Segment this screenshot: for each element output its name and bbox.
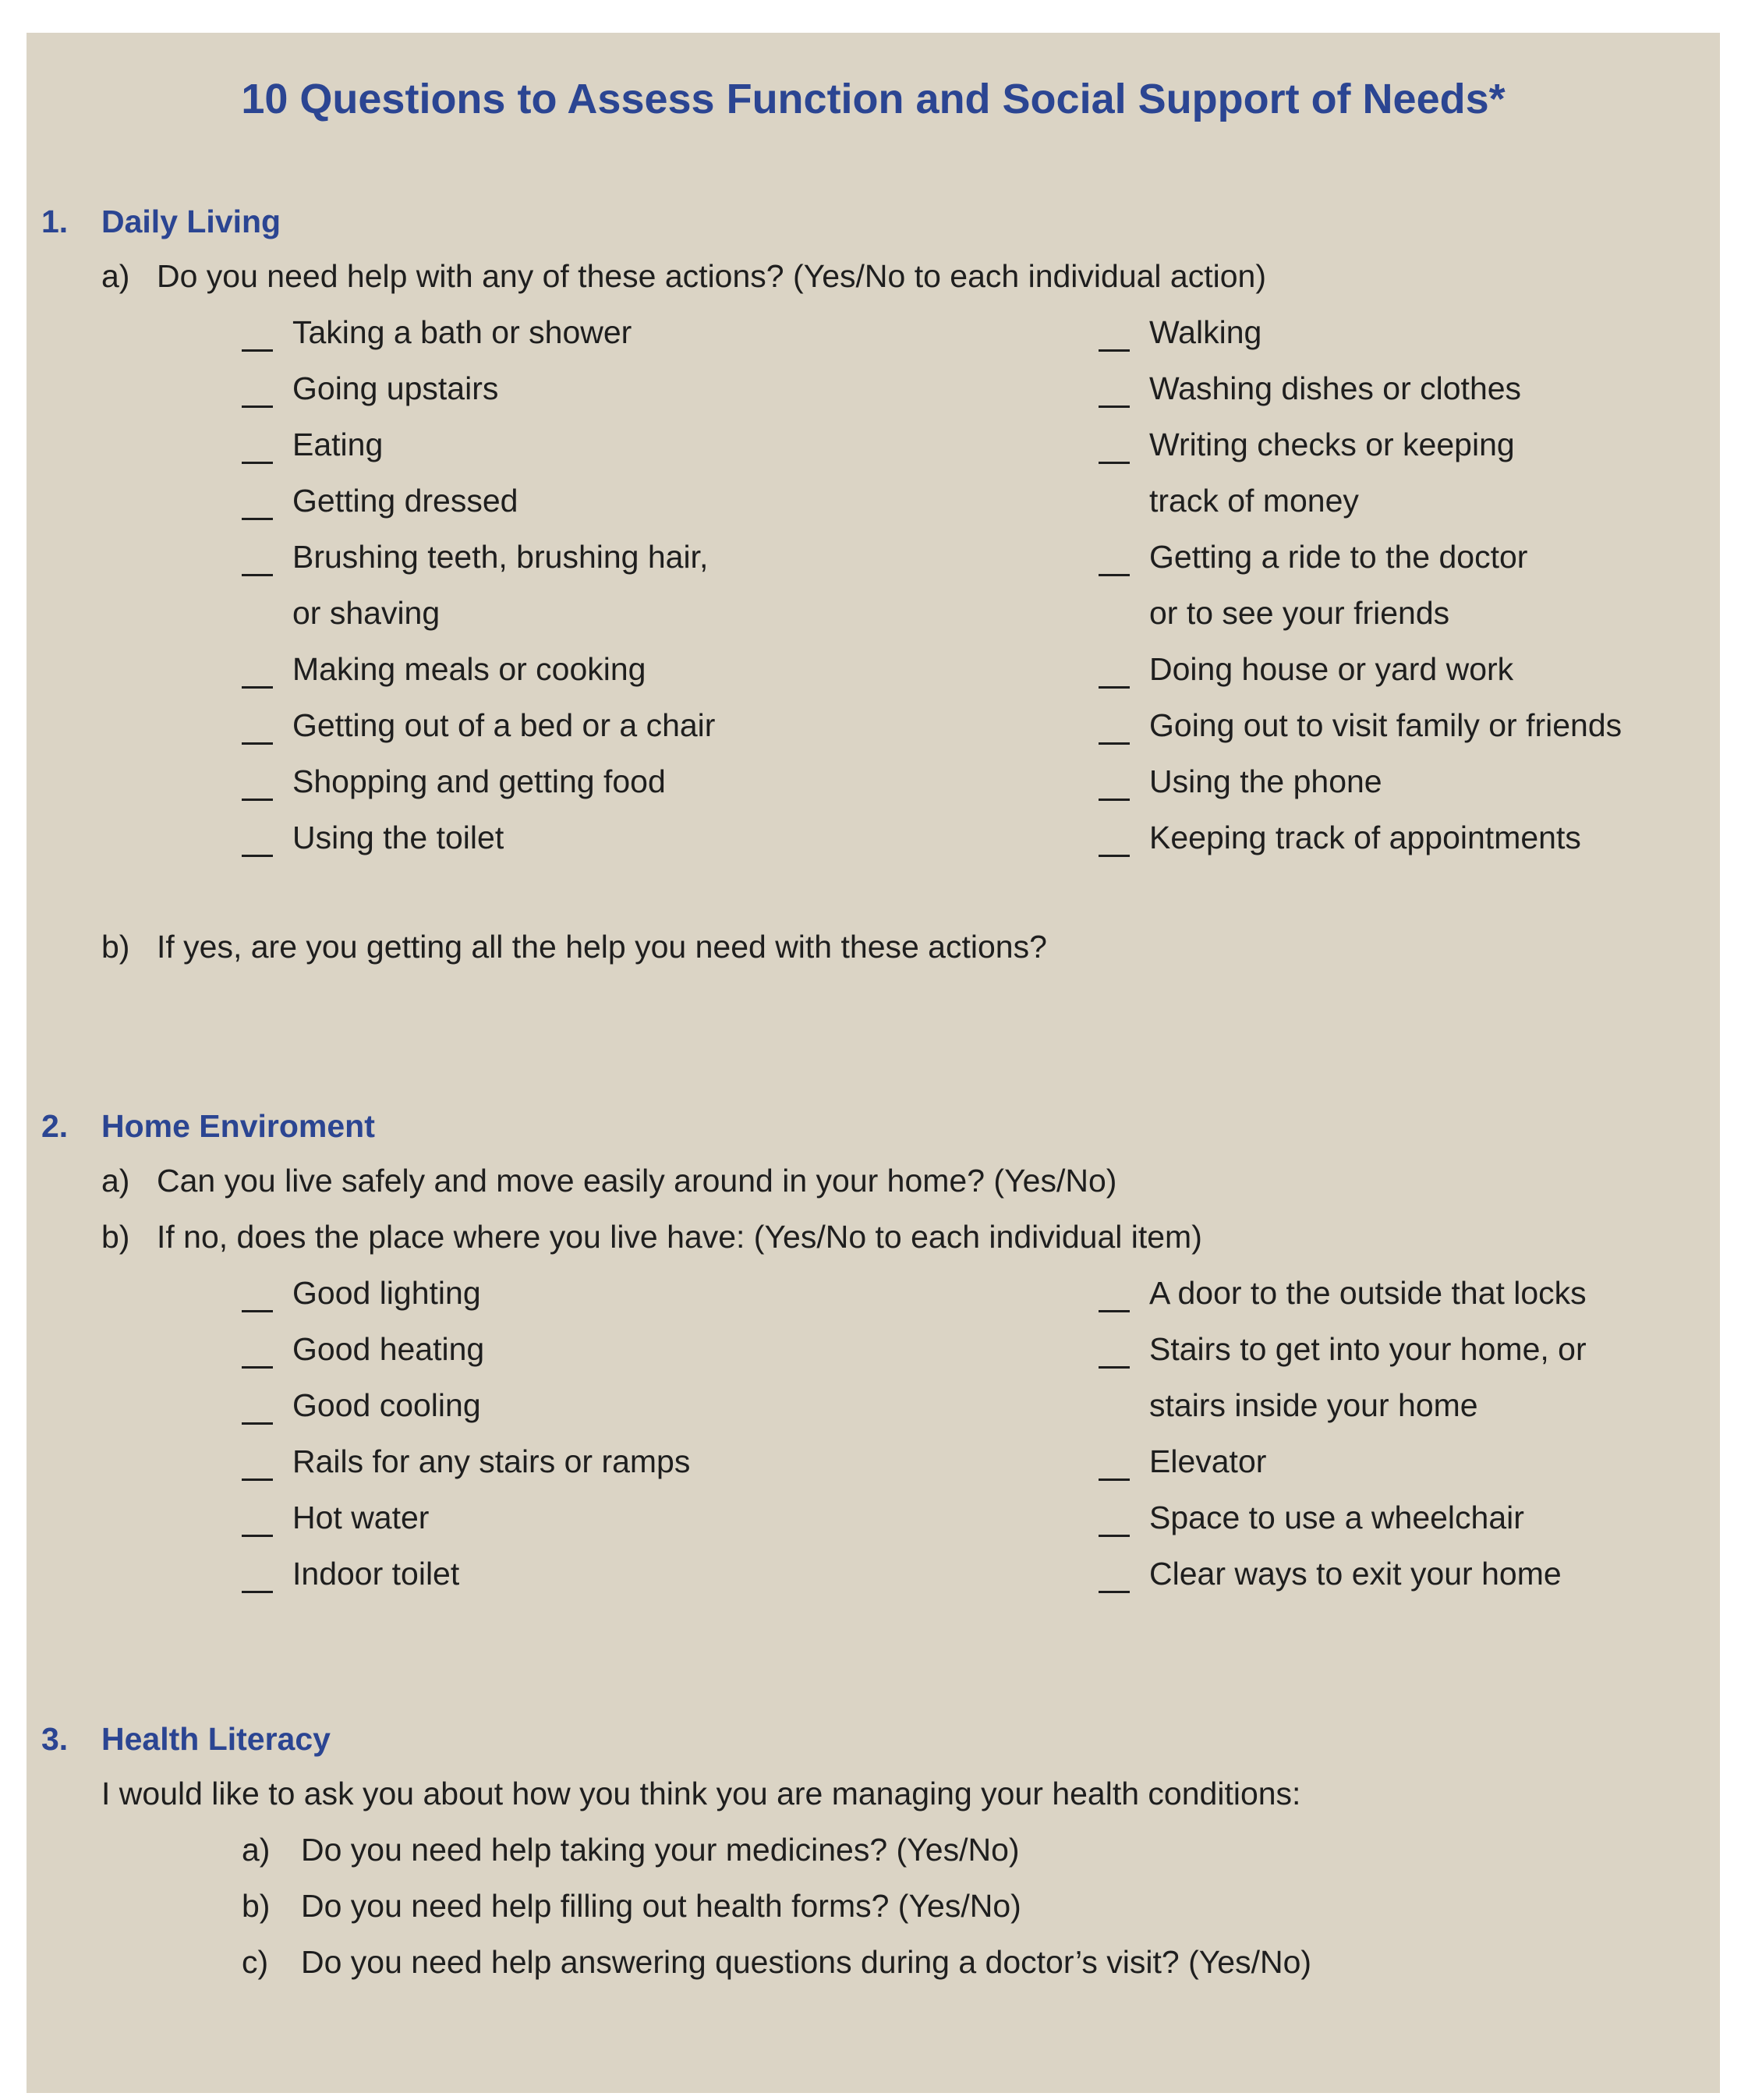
checkbox-blank[interactable]	[242, 1478, 273, 1481]
checkbox-blank[interactable]	[242, 1310, 273, 1312]
checkbox-blank[interactable]	[1099, 1366, 1130, 1369]
checkbox-blank[interactable]	[242, 1535, 273, 1537]
checklist-item: Good lighting	[292, 1275, 481, 1311]
checkbox-blank[interactable]	[1099, 855, 1130, 857]
question-text: Do you need help with any of these actions? (Yes/No to each individual action)	[157, 258, 1266, 294]
checklist-item: Space to use a wheelchair	[1149, 1500, 1524, 1535]
checkbox-blank[interactable]	[242, 855, 273, 857]
checkbox-blank[interactable]	[242, 686, 273, 689]
checklist-item: Elevator	[1149, 1443, 1267, 1479]
checklist-item: Eating	[292, 427, 384, 462]
checkbox-blank[interactable]	[1099, 799, 1130, 801]
checklist-item: Going upstairs	[292, 370, 499, 406]
question-text: If no, does the place where you live have: (Yes/No to each individual item)	[157, 1219, 1202, 1255]
checklist-item: Stairs to get into your home, or	[1149, 1331, 1587, 1367]
checkbox-blank[interactable]	[242, 462, 273, 464]
question-marker: a)	[101, 258, 130, 294]
question-marker: a)	[101, 1163, 130, 1199]
checkbox-blank[interactable]	[1099, 1535, 1130, 1537]
question-marker: b)	[101, 929, 130, 965]
question-text: Can you live safely and move easily around in your home? (Yes/No)	[157, 1163, 1117, 1199]
question-text: Do you need help answering questions during a doctor’s visit? (Yes/No)	[301, 1944, 1312, 1980]
question-text: Do you need help filling out health forms? (Yes/No)	[301, 1888, 1021, 1924]
checkbox-blank[interactable]	[242, 1591, 273, 1593]
checklist-item: Washing dishes or clothes	[1149, 370, 1522, 406]
checklist-item: Rails for any stairs or ramps	[292, 1443, 691, 1479]
page-title: 10 Questions to Assess Function and Social Support of Needs*	[241, 76, 1506, 122]
checkbox-blank[interactable]	[1099, 686, 1130, 689]
checklist-item: Walking	[1149, 314, 1262, 350]
checkbox-blank[interactable]	[1099, 462, 1130, 464]
question-text: If yes, are you getting all the help you need with these actions?	[157, 929, 1047, 965]
checklist-item: Brushing teeth, brushing hair,	[292, 539, 709, 575]
section-title-health-literacy: Health Literacy	[101, 1721, 331, 1757]
checklist-item: Getting dressed	[292, 483, 518, 519]
checkbox-blank[interactable]	[242, 1366, 273, 1369]
checklist-item-continued: or shaving	[292, 595, 441, 631]
checkbox-blank[interactable]	[242, 1422, 273, 1425]
section-intro: I would like to ask you about how you think you are managing your health conditions:	[101, 1776, 1301, 1811]
checklist-item: Writing checks or keeping	[1149, 427, 1515, 462]
checklist-item: Getting out of a bed or a chair	[292, 707, 716, 743]
checklist-item: Taking a bath or shower	[292, 314, 632, 350]
checkbox-blank[interactable]	[1099, 405, 1130, 408]
checkbox-blank[interactable]	[1099, 1478, 1130, 1481]
question-marker: a)	[242, 1832, 271, 1868]
question-marker: b)	[101, 1219, 130, 1255]
checkbox-blank[interactable]	[242, 574, 273, 576]
checklist-item: Making meals or cooking	[292, 651, 646, 687]
checklist-item: Getting a ride to the doctor	[1149, 539, 1528, 575]
checkbox-blank[interactable]	[242, 518, 273, 520]
checklist-item: Good heating	[292, 1331, 485, 1367]
section-number: 2.	[41, 1108, 69, 1144]
question-marker: c)	[242, 1944, 269, 1980]
checklist-item: Using the toilet	[292, 820, 504, 855]
checkbox-blank[interactable]	[1099, 1591, 1130, 1593]
section-title-home-environment: Home Enviroment	[101, 1108, 375, 1144]
checkbox-blank[interactable]	[1099, 574, 1130, 576]
checkbox-blank[interactable]	[242, 349, 273, 352]
checkbox-blank[interactable]	[1099, 349, 1130, 352]
section-title-daily-living: Daily Living	[101, 204, 281, 239]
checklist-item-continued: or to see your friends	[1149, 595, 1450, 631]
question-marker: b)	[242, 1888, 271, 1924]
checklist-item: Using the phone	[1149, 763, 1382, 799]
checklist-item: A door to the outside that locks	[1149, 1275, 1587, 1311]
checklist-item: Hot water	[292, 1500, 430, 1535]
checklist-item: Doing house or yard work	[1149, 651, 1514, 687]
checkbox-blank[interactable]	[242, 742, 273, 745]
question-text: Do you need help taking your medicines? (Yes/No)	[301, 1832, 1020, 1868]
checklist-item: Going out to visit family or friends	[1149, 707, 1622, 743]
document-panel	[27, 33, 1720, 2093]
checkbox-blank[interactable]	[242, 799, 273, 801]
section-number: 1.	[41, 204, 69, 239]
checkbox-blank[interactable]	[242, 405, 273, 408]
checklist-item: Shopping and getting food	[292, 763, 666, 799]
checklist-item: Indoor toilet	[292, 1556, 460, 1592]
checklist-item-continued: stairs inside your home	[1149, 1387, 1478, 1423]
section-number: 3.	[41, 1721, 69, 1757]
checkbox-blank[interactable]	[1099, 1310, 1130, 1312]
checkbox-blank[interactable]	[1099, 742, 1130, 745]
checklist-item: Good cooling	[292, 1387, 481, 1423]
checklist-item: Clear ways to exit your home	[1149, 1556, 1562, 1592]
checklist-item: Keeping track of appointments	[1149, 820, 1581, 855]
checklist-item-continued: track of money	[1149, 483, 1359, 519]
